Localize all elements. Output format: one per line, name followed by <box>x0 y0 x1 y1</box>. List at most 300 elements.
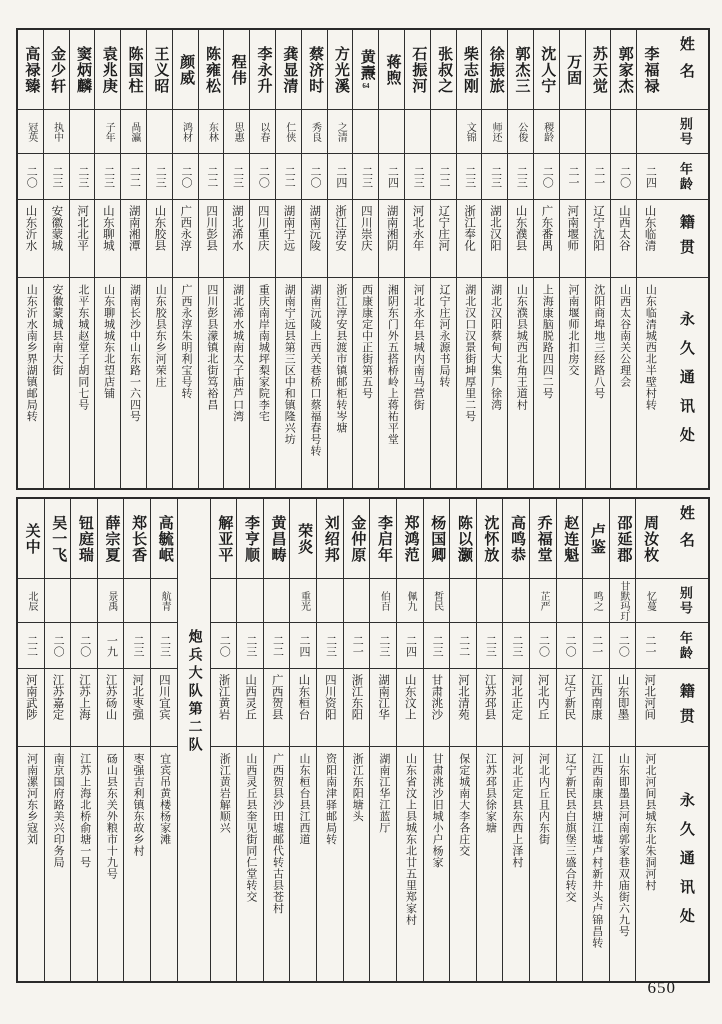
native-place-cell: 浙江黄岩 <box>211 669 237 747</box>
name-cell: 张叔之 <box>431 30 456 110</box>
directory-table-top <box>16 28 710 490</box>
alias-cell <box>264 579 290 623</box>
native-place-cell: 山东沂水 <box>18 200 43 278</box>
name-cell: 刘绍邦 <box>317 499 343 579</box>
name-cell: 乔福堂 <box>530 499 556 579</box>
native-place-cell: 辽宁庄河 <box>431 200 456 278</box>
native-place-cell: 山东汶上 <box>397 669 423 747</box>
age-cell: 二〇 <box>534 154 559 200</box>
name-cell: 郑长香 <box>124 499 150 579</box>
entry-column <box>97 499 124 981</box>
name-note: 64 <box>362 81 370 90</box>
address-cell: 湖南宁远县第三区中和镇隆兴坊 <box>283 284 296 445</box>
address-cell: 甘肃洮沙旧城小户杨家 <box>431 753 444 868</box>
directory-table-bottom <box>16 497 710 983</box>
address-cell: 资阳南津驿邮局转 <box>324 753 337 845</box>
entry-column <box>533 30 559 488</box>
entry-column <box>223 30 249 488</box>
age-cell: 二一 <box>636 623 662 669</box>
address-cell: 山东聊城城东北望店铺 <box>102 284 115 399</box>
native-place-cell: 河北河间 <box>636 669 662 747</box>
address-cell: 山东桓台县江西道 <box>298 753 311 845</box>
address-cell: 山东濮县城西北角王道村 <box>515 284 528 411</box>
entry-column <box>481 30 507 488</box>
alias-cell: 北辰 <box>18 579 44 623</box>
alias-cell: 航青 <box>151 579 177 623</box>
native-place-cell: 辽宁新民 <box>557 669 583 747</box>
address-cell: 宜宾吊黄楼杨家滩 <box>158 753 171 845</box>
name-cell: 蒋煦 <box>379 30 404 110</box>
native-place-cell: 辽宁沈阳 <box>586 200 611 278</box>
address-cell: 湖北汉阳蔡甸大集厂徐湾 <box>489 284 502 411</box>
entry-column <box>610 30 636 488</box>
name-cell: 沈怀放 <box>477 499 503 579</box>
name-cell: 赵连魁 <box>557 499 583 579</box>
entry-column <box>636 30 662 488</box>
alias-cell: 执中 <box>44 110 69 154</box>
alias-cell: 之清 <box>328 110 353 154</box>
alias-cell <box>405 110 430 154</box>
entry-column <box>69 30 95 488</box>
name-cell: 李启年 <box>370 499 396 579</box>
name-cell: 蔡济时 <box>302 30 327 110</box>
entry-column <box>396 499 423 981</box>
name-cell: 陈雍松 <box>199 30 224 110</box>
name-cell: 袁兆庚 <box>95 30 120 110</box>
entry-column <box>70 499 97 981</box>
age-cell: 二三 <box>70 154 95 200</box>
alias-cell <box>353 110 378 154</box>
address-cell: 湖南江华江蓝厅 <box>377 753 390 834</box>
name-cell: 陈以灏 <box>450 499 476 579</box>
name-cell: 卢鉴 <box>583 499 609 579</box>
name-cell: 周汝枚 <box>636 499 662 579</box>
alias-cell <box>450 579 476 623</box>
header-age: 年龄 <box>662 623 708 669</box>
unit-section-column <box>177 499 210 981</box>
name-cell: 郑鸿范 <box>397 499 423 579</box>
age-cell: 二三 <box>353 154 378 200</box>
address-cell: 河北永年县城内南马营街 <box>412 284 425 411</box>
address-cell: 沈阳商埠地三经路八号 <box>592 284 605 399</box>
age-cell: 二〇 <box>173 154 198 200</box>
native-place-cell: 山西太谷 <box>611 200 636 278</box>
native-place-cell: 山东聊城 <box>95 200 120 278</box>
native-place-cell: 四川彭县 <box>199 200 224 278</box>
name-cell: 解亚平 <box>211 499 237 579</box>
entry-column <box>275 30 301 488</box>
age-cell: 二三 <box>317 623 343 669</box>
alias-cell: 师还 <box>482 110 507 154</box>
alias-cell <box>431 110 456 154</box>
header-alias: 别号 <box>662 579 708 623</box>
address-cell: 山东沂水南乡界湖镇邮局转 <box>25 284 38 422</box>
entry-column <box>172 30 198 488</box>
age-cell: 二三 <box>147 154 172 200</box>
entry-column <box>635 499 662 981</box>
native-place-cell: 江苏砀山 <box>98 669 124 747</box>
entry-column <box>378 30 404 488</box>
name-cell: 黄昌畴 <box>264 499 290 579</box>
age-cell: 二三 <box>224 154 249 200</box>
native-place-cell: 湖南湘潭 <box>121 200 146 278</box>
entry-column <box>120 30 146 488</box>
alias-cell <box>557 579 583 623</box>
age-cell: 二四 <box>637 154 662 200</box>
entry-column <box>236 499 263 981</box>
name-cell: 郭家杰 <box>611 30 636 110</box>
age-cell: 二〇 <box>71 623 97 669</box>
age-cell: 二〇 <box>18 154 43 200</box>
address-cell: 江苏邳县徐家塘 <box>484 753 497 834</box>
name-cell: 苏天觉 <box>586 30 611 110</box>
name-cell: 徐振旅 <box>482 30 507 110</box>
native-place-cell: 河南堰师 <box>560 200 585 278</box>
native-place-cell: 浙江东阳 <box>344 669 370 747</box>
name-cell: 金仲原 <box>344 499 370 579</box>
alias-cell: 秀良 <box>302 110 327 154</box>
alias-cell: 东林 <box>199 110 224 154</box>
name-cell: 方光溪 <box>328 30 353 110</box>
age-cell: 二〇 <box>530 623 556 669</box>
address-cell: 湖北汉口汉景街坤厚里二号 <box>463 284 476 422</box>
age-cell: 二四 <box>379 154 404 200</box>
address-cell: 江西南康县塘江墟卢村新井头卢锦昌转 <box>590 753 603 949</box>
alias-cell <box>147 110 172 154</box>
age-cell: 二三 <box>95 154 120 200</box>
native-place-cell: 江苏上海 <box>71 669 97 747</box>
unit-section-label: 炮兵大队第二队 <box>186 629 202 755</box>
native-place-cell: 山东即墨 <box>610 669 636 747</box>
name-cell: 关中 <box>18 499 44 579</box>
address-cell: 西康康定中正街第五号 <box>360 284 373 399</box>
entry-column <box>609 499 636 981</box>
header-name: 姓名 <box>662 499 708 579</box>
native-place-cell: 湖南江华 <box>370 669 396 747</box>
alias-cell: 忆蔓 <box>636 579 662 623</box>
address-cell: 四川彭县濛镇北街笃裕昌 <box>205 284 218 411</box>
entry-column <box>343 499 370 981</box>
age-cell: 二二 <box>264 623 290 669</box>
address-cell: 浙江黄岩解顺兴 <box>218 753 231 834</box>
entry-column <box>263 499 290 981</box>
alias-cell: 甘默玛玎 <box>610 579 636 623</box>
address-cell: 辽宁庄河永源书局转 <box>438 284 450 388</box>
address-cell: 重庆南岸南城坪梨家院李宅 <box>257 284 270 422</box>
native-place-cell: 广东番禺 <box>534 200 559 278</box>
age-cell: 二三 <box>503 623 529 669</box>
alias-cell <box>379 110 404 154</box>
entry-column <box>289 499 316 981</box>
native-place-cell: 江苏邳县 <box>477 669 503 747</box>
age-cell: 二一 <box>583 623 609 669</box>
alias-cell: 冠英 <box>18 110 43 154</box>
age-cell: 二二 <box>18 623 44 669</box>
alias-cell: 文锦 <box>457 110 482 154</box>
address-cell: 广西永淳朱明利宝号转 <box>180 284 193 399</box>
native-place-cell: 广西永淳 <box>173 200 198 278</box>
native-place-cell: 河北正定 <box>503 669 529 747</box>
entry-column <box>449 499 476 981</box>
age-cell: 二三 <box>457 154 482 200</box>
age-cell: 二〇 <box>45 623 71 669</box>
native-place-cell: 河南武陟 <box>18 669 44 747</box>
native-place-cell: 河北永年 <box>405 200 430 278</box>
alias-cell: 佩九 <box>397 579 423 623</box>
header-alias: 别号 <box>662 110 708 154</box>
address-cell: 河南堰师北扣房交 <box>566 284 579 376</box>
name-cell: 李永升 <box>250 30 275 110</box>
entry-column <box>556 499 583 981</box>
name-cell: 邵延郡 <box>610 499 636 579</box>
entry-column <box>456 30 482 488</box>
alias-cell: 伯百 <box>370 579 396 623</box>
name-cell: 李福禄 <box>637 30 662 110</box>
name-cell: 钮庭瑞 <box>71 499 97 579</box>
name-cell: 石振河 <box>405 30 430 110</box>
age-cell: 二一 <box>560 154 585 200</box>
entry-column <box>249 30 275 488</box>
alias-cell <box>45 579 71 623</box>
native-place-cell: 山东胶县 <box>147 200 172 278</box>
address-cell: 浙江东阳塘头 <box>351 753 364 822</box>
address-cell: 浙江淳安县渡市镇邮柜转岑塘 <box>334 284 347 434</box>
name-cell: 高毓岷 <box>151 499 177 579</box>
entry-column <box>369 499 396 981</box>
alias-cell <box>237 579 263 623</box>
address-cell: 上海康脑脱路四四二号 <box>541 284 554 399</box>
native-place-cell: 河北北平 <box>70 200 95 278</box>
native-place-cell: 四川崇庆 <box>353 200 378 278</box>
alias-cell <box>317 579 343 623</box>
alias-cell: 公俊 <box>508 110 533 154</box>
age-cell: 二二 <box>450 623 476 669</box>
name-cell: 程伟 <box>224 30 249 110</box>
alias-cell: 景禹 <box>98 579 124 623</box>
entry-column <box>430 30 456 488</box>
alias-cell <box>124 579 150 623</box>
address-cell: 湖北浠水城南太子庙芦口湾 <box>231 284 244 422</box>
name-cell: 龚显清 <box>276 30 301 110</box>
header-address: 永久通讯处 <box>677 310 694 456</box>
age-cell: 二一 <box>344 623 370 669</box>
age-cell: 二二 <box>199 154 224 200</box>
age-cell: 二三 <box>482 154 507 200</box>
name-cell: 王义昭 <box>147 30 172 110</box>
alias-cell <box>477 579 503 623</box>
alias-cell: 咼瀛 <box>121 110 146 154</box>
age-cell: 二〇 <box>610 623 636 669</box>
name-cell: 沈人宁 <box>534 30 559 110</box>
native-place-cell: 湖北汉阳 <box>482 200 507 278</box>
address-cell: 保定城南大李各庄交 <box>457 753 470 857</box>
native-place-cell: 四川宜宾 <box>151 669 177 747</box>
age-cell: 二三 <box>124 623 150 669</box>
name-cell: 荣炎 <box>290 499 316 579</box>
entry-column <box>316 499 343 981</box>
native-place-cell: 江西南康 <box>583 669 609 747</box>
native-place-cell: 山东临清 <box>637 200 662 278</box>
alias-cell <box>503 579 529 623</box>
entry-column <box>327 30 353 488</box>
address-cell: 安徽蒙城县南大街 <box>51 284 64 376</box>
address-cell: 辽宁新民县白旗堡三盛合转交 <box>564 753 577 903</box>
address-cell: 河北内丘且内东街 <box>537 753 550 845</box>
age-cell: 二四 <box>290 623 316 669</box>
address-cell: 枣强吉利镇东故乡村 <box>132 753 144 857</box>
page-number: 650 <box>647 978 676 997</box>
native-place-cell: 山西灵丘 <box>237 669 263 747</box>
age-cell: 二四 <box>328 154 353 200</box>
entry-column <box>210 499 237 981</box>
entry-column <box>404 30 430 488</box>
age-cell: 一九 <box>98 623 124 669</box>
name-cell: 郭杰三 <box>508 30 533 110</box>
alias-cell: 芷严 <box>530 579 556 623</box>
address-cell: 江苏上海北桥俞塘一号 <box>78 753 91 868</box>
address-cell: 山东临清城西北半壁村转 <box>644 284 657 411</box>
entry-column <box>529 499 556 981</box>
alias-cell: 稷龄 <box>534 110 559 154</box>
native-place-cell: 湖南湘阴 <box>379 200 404 278</box>
alias-cell <box>71 579 97 623</box>
native-place-cell: 广西贺县 <box>264 669 290 747</box>
alias-cell <box>586 110 611 154</box>
header-native: 籍贯 <box>662 669 708 747</box>
entry-column <box>198 30 224 488</box>
alias-cell <box>611 110 636 154</box>
age-cell: 二二 <box>276 154 301 200</box>
row-headers-column <box>662 30 708 488</box>
entry-column <box>43 30 69 488</box>
age-cell: 二二 <box>121 154 146 200</box>
alias-cell: 鸣之 <box>583 579 609 623</box>
alias-cell <box>344 579 370 623</box>
name-cell: 杨国卿 <box>424 499 450 579</box>
address-cell: 河南漯河东乡寇刘 <box>25 753 38 845</box>
address-cell: 广西贺县沙田墟邮代转古县苍村 <box>271 753 284 914</box>
age-cell: 二三 <box>508 154 533 200</box>
address-cell: 砀山县东关外粮市十九号 <box>105 753 118 880</box>
age-cell: 二〇 <box>250 154 275 200</box>
header-address: 永久通讯处 <box>677 791 694 937</box>
entry-column <box>585 30 611 488</box>
age-cell: 二四 <box>397 623 423 669</box>
alias-cell: 思惠 <box>224 110 249 154</box>
address-cell: 湖南长沙中山东路一六四号 <box>128 284 141 422</box>
entry-column <box>123 499 150 981</box>
entry-column <box>150 499 177 981</box>
address-cell: 山西灵丘县奎见街同仁堂转交 <box>244 753 257 903</box>
alias-cell: 鸿材 <box>173 110 198 154</box>
age-cell: 二三 <box>424 623 450 669</box>
age-cell: 二二 <box>431 154 456 200</box>
header-age: 年龄 <box>662 154 708 200</box>
entry-column <box>146 30 172 488</box>
alias-cell: 仁侠 <box>276 110 301 154</box>
native-place-cell: 安徽蒙城 <box>44 200 69 278</box>
address-cell: 山东胶县东乡河荣庄 <box>154 284 167 388</box>
age-cell: 二三 <box>405 154 430 200</box>
alias-cell <box>211 579 237 623</box>
entry-column <box>502 499 529 981</box>
entry-column <box>352 30 378 488</box>
native-place-cell: 河北枣强 <box>124 669 150 747</box>
name-cell: 李亨顺 <box>237 499 263 579</box>
address-cell: 河北河间县城东北朱洞河村 <box>643 753 656 891</box>
alias-cell <box>637 110 662 154</box>
entry-column <box>476 499 503 981</box>
name-cell: 万固 <box>560 30 585 110</box>
native-place-cell: 浙江淳安 <box>328 200 353 278</box>
age-cell: 二〇 <box>211 623 237 669</box>
name-cell: 薛宗夏 <box>98 499 124 579</box>
name-cell: 柴志刚 <box>457 30 482 110</box>
entry-column <box>18 30 43 488</box>
name-cell: 金少轩 <box>44 30 69 110</box>
native-place-cell: 湖北浠水 <box>224 200 249 278</box>
entry-column <box>18 499 44 981</box>
native-place-cell: 山东濮县 <box>508 200 533 278</box>
native-place-cell: 江苏嘉定 <box>45 669 71 747</box>
age-cell: 二〇 <box>302 154 327 200</box>
alias-cell: 重光 <box>290 579 316 623</box>
header-native: 籍贯 <box>662 200 708 278</box>
name-cell: 吴一飞 <box>45 499 71 579</box>
native-place-cell: 浙江奉化 <box>457 200 482 278</box>
age-cell: 二三 <box>151 623 177 669</box>
address-cell: 南京国府路美兴印务局 <box>52 753 65 868</box>
alias-cell <box>560 110 585 154</box>
name-cell: 高禄臻 <box>18 30 43 110</box>
alias-cell: 子年 <box>95 110 120 154</box>
native-place-cell: 山东桓台 <box>290 669 316 747</box>
age-cell: 二〇 <box>611 154 636 200</box>
native-place-cell: 四川资阳 <box>317 669 343 747</box>
native-place-cell: 河北清苑 <box>450 669 476 747</box>
name-cell: 黄燾 64 <box>353 30 378 110</box>
native-place-cell: 湖南宁远 <box>276 200 301 278</box>
age-cell: 二三 <box>370 623 396 669</box>
address-cell: 山东省汶上县城东北廿五里郑家村 <box>404 753 417 926</box>
address-cell: 湖南沅陵上西关巷桥口蔡福春号转 <box>309 284 322 457</box>
age-cell: 二〇 <box>557 623 583 669</box>
name-cell: 颜威 <box>173 30 198 110</box>
alias-cell: 皙民 <box>424 579 450 623</box>
address-cell: 北平东城赵堂子胡同七号 <box>76 284 89 411</box>
entry-column <box>301 30 327 488</box>
header-name: 姓名 <box>662 30 708 110</box>
address-cell: 山东即墨县河南郭家巷双庙街六九号 <box>617 753 630 937</box>
age-cell: 二三 <box>477 623 503 669</box>
entry-column <box>507 30 533 488</box>
row-headers-column <box>662 499 708 981</box>
native-place-cell: 四川重庆 <box>250 200 275 278</box>
age-cell: 二三 <box>237 623 263 669</box>
native-place-cell: 河北内丘 <box>530 669 556 747</box>
native-place-cell: 甘肃洮沙 <box>424 669 450 747</box>
entry-column <box>94 30 120 488</box>
age-cell: 二一 <box>586 154 611 200</box>
entry-column <box>559 30 585 488</box>
alias-cell: 以春 <box>250 110 275 154</box>
address-cell: 湘阴东门外五搭桥岭上蒋祐平堂 <box>386 284 399 445</box>
name-cell: 高鸣恭 <box>503 499 529 579</box>
alias-cell <box>70 110 95 154</box>
name-cell: 陈国柱 <box>121 30 146 110</box>
native-place-cell: 湖南沅陵 <box>302 200 327 278</box>
name-cell: 窦炳麟 <box>70 30 95 110</box>
